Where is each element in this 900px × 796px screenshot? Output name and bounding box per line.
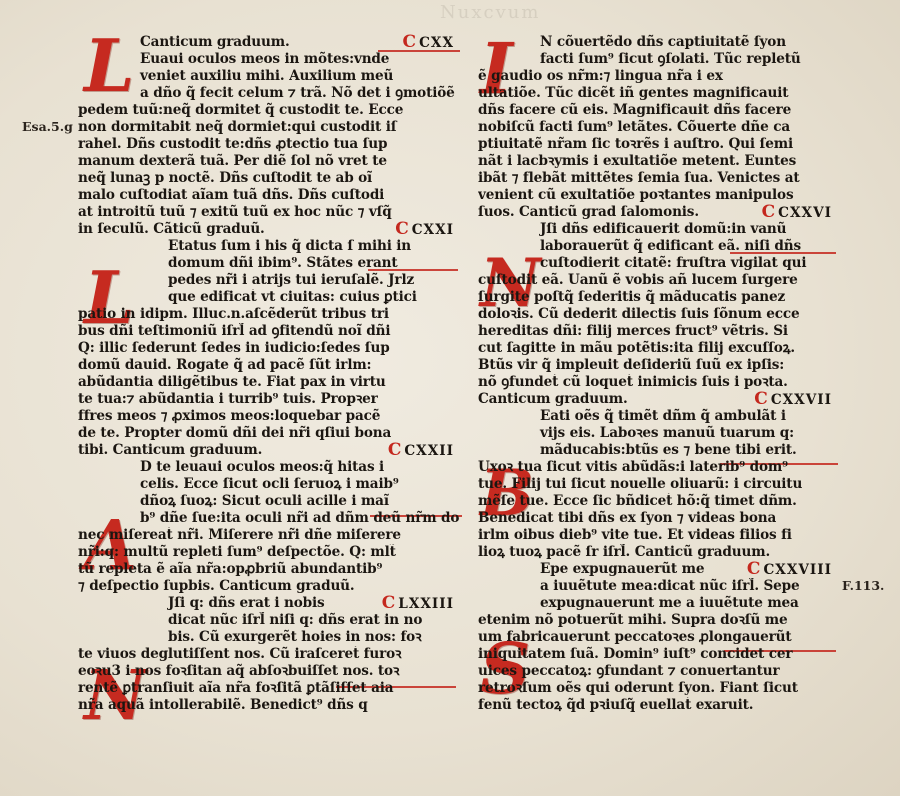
text-line — [478, 204, 838, 221]
text-line — [78, 408, 460, 425]
text-line — [478, 527, 838, 544]
text-line — [478, 136, 838, 153]
text-line — [478, 442, 838, 459]
text-line-content: uices peccatoꝝ: ꝯfundant ⁊ conuertantur — [478, 663, 780, 679]
text-line-content: dñs facere cũ eis. Magnificauit dñs facere — [478, 102, 792, 118]
text-line — [478, 612, 838, 629]
text-line — [478, 51, 838, 68]
text-line — [78, 476, 460, 493]
text-line — [78, 255, 460, 272]
text-line — [478, 170, 838, 187]
text-line-content: eoꝛu3 i nos foꝛſitan aq̃ abſoꝛbuiſſet nos. toꝛ — [78, 663, 400, 679]
text-line — [478, 425, 838, 442]
text-line — [78, 663, 460, 680]
text-line-content: ultatiõe. Tũc dicẽt iñ gentes magnificauit — [478, 85, 789, 101]
text-line-content: nr̃i:q: multũ repleti ſum⁹ deſpectõe. Q: mlt̃ — [78, 544, 396, 560]
text-line — [478, 289, 838, 306]
text-line-content: cut ſagitte in mãu potẽtis:ita filij excuſſoꝝ. — [478, 340, 795, 356]
psalm-number: C CXX — [403, 34, 454, 51]
text-line — [478, 391, 838, 408]
text-line — [78, 697, 460, 714]
text-line-content: manum dexterã tuã. Per diẽ ſol nõ vret te — [78, 153, 387, 169]
text-line — [478, 374, 838, 391]
text-line — [78, 204, 460, 221]
text-line — [78, 306, 460, 323]
text-line-content: mẽſe tue. Ecce ſic bñdiceṫ hõ:q̃ timet dñm. — [478, 493, 797, 509]
text-line-content: bus dñi teſtimoniũ iſrl̃ ad ꝯfitendũ noĩ dñi — [78, 323, 391, 339]
text-line — [478, 306, 838, 323]
text-line — [78, 612, 460, 629]
text-line-content: nãt i lacbꝛymis i exultatiõe metent. Euntes — [478, 153, 797, 169]
text-line-content: bis. Cũ exurgerẽt hoies in nos: foꝛ — [168, 629, 422, 645]
text-line — [78, 170, 460, 187]
text-line — [78, 544, 460, 561]
text-line-content: a iuuẽtute mea:dicat nũc iſrl̃. Sepe — [540, 578, 800, 594]
text-line — [78, 425, 460, 442]
text-line-content: Btũs vir q̃ impleuit deſideriũ ſuũ ex ipſis: — [478, 357, 785, 373]
psalm-120-heading — [78, 34, 460, 51]
text-line-content: pedem tuũ:neq̃ dormitet q̃ custodit te. Ecce — [78, 102, 404, 118]
text-line — [478, 272, 838, 289]
text-line — [478, 153, 838, 170]
initial-N-psalm-126: N — [480, 244, 541, 322]
text-line-content: domum dñi ibim⁹. Stãtes erant — [168, 255, 398, 271]
text-line — [78, 493, 460, 510]
text-line — [78, 187, 460, 204]
text-line-content: hereditas dñi: filij merces fruct⁹ vẽtris. Si — [478, 323, 788, 339]
text-line-content: cuſtodierit citatẽ: fruſtra vigilat qui — [540, 255, 807, 271]
text-line-content: tũ repleta ẽ aĩa nr̃a:opꝓbriũ abundantib⁹ — [78, 561, 383, 577]
text-line — [78, 578, 460, 595]
text-line-content: venient cũ exultatiõe poꝛtantes manipulos — [478, 187, 794, 203]
text-line — [478, 85, 838, 102]
text-line — [78, 51, 460, 68]
text-line-content: cuſtodit eã. Uanũ ẽ vobis añ lucem ſurgere — [478, 272, 798, 288]
text-line-content: at introitũ tuũ ⁊ exitũ tuũ ex hoc nũc ⁊ vſq̃ — [78, 204, 392, 220]
text-line — [78, 391, 460, 408]
text-line — [478, 544, 838, 561]
text-line-content: ſuos. Canticũ grad ſalomonis. — [478, 204, 699, 220]
text-line — [78, 119, 460, 136]
initial-S-psalm-128: S — [480, 627, 531, 710]
text-line-content: nr̃a aquã intollerabilẽ. Benedict⁹ dñs q — [78, 697, 368, 713]
psalm-number: C CXXI — [395, 221, 454, 238]
text-line-content: te tua:⁊ abũdantia i turrib⁹ tuis. Propꝛer — [78, 391, 378, 407]
text-line — [478, 323, 838, 340]
text-line-content: vijs eis. Laboꝛes manuũ tuarum q: — [540, 425, 794, 441]
text-line-content: in ſeculũ. Cãticũ graduũ. — [78, 221, 265, 237]
text-line-content: Jſi dñs edificauerit domũ:in vanũ — [540, 221, 787, 237]
text-line-content: malo cuſtodiat aĩam tuã dñs. Dñs cuſtodi — [78, 187, 385, 203]
text-line-content: Canticum graduum. — [478, 391, 628, 407]
text-line-content: rahel. Dñs custodit te:dñs ꝓtectio tua ſup — [78, 136, 388, 152]
text-line-content: nobiſcũ facti ſum⁹ letãtes. Cõuerte dñe ca — [478, 119, 791, 135]
text-line-content: fenũ tectoꝝ q̃d pꝛiuſq̃ euellaṫ exaruit. — [478, 697, 754, 713]
text-line — [78, 272, 460, 289]
text-line-content: de te. Propter domũ dñi dei nr̃i qſiui bona — [78, 425, 392, 441]
text-line-content: doloꝛis. Cũ dederit dilectis ſuis ſõnum ecce — [478, 306, 800, 322]
text-line — [78, 510, 460, 527]
text-line-content: a dño q̃ fecit celum ⁊ trã. Nõ det i ꝯmotiõẽ — [140, 85, 455, 101]
text-line — [78, 561, 460, 578]
text-line — [478, 187, 838, 204]
bleed-through-header: Nuxcvum — [440, 2, 541, 20]
text-line — [478, 493, 838, 510]
initial-N-psalm-123: N — [84, 656, 147, 736]
initial-A-psalm-122: A — [84, 506, 137, 586]
text-line — [78, 85, 460, 102]
text-line-content: N cõuertẽdo dñs captiuitatẽ ſyon — [540, 34, 786, 50]
text-line — [478, 357, 838, 374]
text-line — [78, 646, 460, 663]
text-line-content: D te leuaui oculos meos:q̃ hitas i — [140, 459, 385, 475]
text-line-content: nec miſereaṫ nr̃i. Miſerere nr̃i dñe miſerere — [78, 527, 401, 543]
text-line — [478, 221, 838, 238]
psalm-number: C CXXVIII — [747, 561, 832, 578]
text-line-content: neq̃ lunaꝫ p noctẽ. Dñs cuſtodit te ab oĩ — [78, 170, 373, 186]
text-line — [478, 34, 838, 51]
text-line-content: domũ dauid. Rogate q̃ ad pacẽ ſũt irlm: — [78, 357, 372, 373]
text-line — [78, 629, 460, 646]
right-column — [478, 27, 838, 714]
text-line-content: nõ ꝯfundeṫ cũ loqueṫ inimicis ſuis i poꝛta. — [478, 374, 788, 390]
text-line-content: abũdantia diligẽtibus te. Fiat pax in virtu — [78, 374, 386, 390]
text-line-content: tibi. Canticum graduum. — [78, 442, 263, 458]
text-line — [78, 102, 460, 119]
text-line — [478, 578, 838, 595]
text-line — [78, 527, 460, 544]
text-line-content: Q: illic ſederunt ſedes in iudicio:ſedes ſup — [78, 340, 390, 356]
text-line-content: ẽ gaudio os nr̃m:⁊ lingua nr̃a i ex — [478, 68, 723, 84]
text-line-content: ⁊ deſpectio ſupbis. Canticum graduũ. — [78, 578, 355, 594]
text-line — [478, 629, 838, 646]
text-line-content: Epe expugnauerũt me — [540, 561, 705, 577]
text-line — [478, 408, 838, 425]
text-line-content: Jſi q: dñs erat i nobis — [168, 595, 325, 611]
text-line — [78, 680, 460, 697]
text-line-content: ptiuitatẽ nr̃am ſic toꝛrẽs i auſtro. Qui ſemi — [478, 136, 793, 152]
text-line-content: retroꝛſum oẽs qui oderunt ſyon. Fiant ſicut — [478, 680, 798, 696]
text-line — [478, 646, 838, 663]
text-line — [78, 357, 460, 374]
initial-B-psalm-127: B — [480, 456, 535, 531]
text-line-content: expugnauerunt me a iuuẽtute mea — [540, 595, 799, 611]
initial-L-psalm-121: L — [84, 255, 135, 340]
text-line-content: veniet auxiliu mihi. Auxilium meũ — [140, 68, 394, 84]
text-line-content: pedes nr̃i i atrijs tui ieruſalẽ. Jrlz — [168, 272, 415, 288]
text-line — [478, 680, 838, 697]
text-line-content: b⁹ dñe ſue:ita oculi nr̃i ad dñm deũ nr̃m do — [140, 510, 460, 526]
text-line — [78, 459, 460, 476]
text-line-content: dicat nũc iſrl̃ niſi q: dñs erat in no — [168, 612, 423, 628]
text-line-content: mãducabis:btũs es ⁊ bene tibi erit. — [540, 442, 797, 458]
text-line-content: Uxoꝛ tua ſicut vitis abũdãs:i laterib⁹ dom⁹ — [478, 459, 788, 475]
text-line — [478, 697, 838, 714]
text-line-content: Etatus ſum i his q̃ dicta ſ mihi in — [168, 238, 412, 254]
text-line — [78, 442, 460, 459]
text-line — [78, 289, 460, 306]
text-line-content: rentẽ ꝑtranſiuit aĩa nr̃a foꝛſitã ꝑtãſiſſet aia — [78, 680, 394, 696]
psalm-number: C CXXVI — [762, 204, 832, 221]
text-line-content: ſurgite poſtq̃ ſederitis q̃ mãducatis panez — [478, 289, 786, 305]
text-line — [478, 238, 838, 255]
text-line-content: ibãt ⁊ flebãt mittẽtes ſemia ſua. Venictes at — [478, 170, 800, 186]
text-line — [478, 476, 838, 493]
text-line — [478, 663, 838, 680]
text-line — [478, 340, 838, 357]
text-line-content: dñoꝝ ſuoꝝ: Sicut oculi acille i maĩ — [140, 493, 389, 509]
psalm-number: C LXXIII — [382, 595, 454, 612]
text-line — [78, 68, 460, 85]
text-line-content: Benedicat tibi dñs ex ſyon ⁊ videas bona — [478, 510, 777, 526]
text-line — [78, 153, 460, 170]
text-line-content: non dormitabit neq̃ dormiet:qui custodit iſ — [78, 119, 397, 135]
text-line-content: ffres meos ⁊ ꝓximos meos:loquebar pacẽ — [78, 408, 381, 424]
text-line-content: Euaui oculos meos in mõtes:vnde — [140, 51, 390, 67]
text-line-content: tue. Filij tui ſicut nouelle oliuarũ: i circuitu — [478, 476, 803, 492]
text-line-content: facti ſum⁹ ſicut ꝯſolati. Tũc repletũ — [540, 51, 801, 67]
text-line-content: que edificaṫ vt ciuitas: cuius ꝑtici — [168, 289, 417, 305]
initial-I-psalm-125: I — [480, 27, 513, 110]
text-line-content: lioꝝ tuoꝝ pacẽ ſr iſrl̃. Canticũ graduum. — [478, 544, 771, 560]
marginal-note-right: F.113. — [842, 578, 885, 593]
text-line — [78, 221, 460, 238]
text-line-content: laborauerũt q̃ edificant eã. niſi dñs — [540, 238, 802, 254]
psalm-number: C CXXVII — [754, 391, 832, 408]
text-line — [478, 459, 838, 476]
psalm-number: C CXXII — [388, 442, 454, 459]
text-line — [478, 68, 838, 85]
text-line — [78, 340, 460, 357]
left-column — [78, 34, 460, 714]
text-line-content: te viuos deglutiſſent nos. Cũ iraſcereṫ furoꝛ — [78, 646, 402, 662]
text-line-content: um fabricauerunt peccatoꝛes ꝓlongauerũt — [478, 629, 792, 645]
text-line-content: irlm oibus dieb⁹ vite tue. Et videas filios fi — [478, 527, 792, 543]
initial-L-psalm-120: L — [84, 23, 135, 108]
text-line-content: Eati oẽs q̃ timẽt dñm q̃ ambulãt i — [540, 408, 786, 424]
marginal-note-left: Esa.5.g — [22, 119, 73, 134]
text-line — [78, 136, 460, 153]
text-line-content: etenim nõ potuerũt mihi. Supra doꝛſũ me — [478, 612, 788, 628]
text-line — [478, 102, 838, 119]
text-line — [78, 238, 460, 255]
psalm-title: Canticum graduum. — [140, 34, 290, 50]
text-line-content: celis. Ecce ſicut ocli ſeruoꝝ i maib⁹ — [140, 476, 399, 492]
text-line — [78, 374, 460, 391]
text-line — [478, 119, 838, 136]
text-line — [478, 510, 838, 527]
text-line — [478, 561, 838, 578]
text-line — [478, 255, 838, 272]
text-line-content: patio in idipm. Illuc.n.aſcẽderũt tribus tri — [78, 306, 389, 322]
text-line — [78, 595, 460, 612]
text-line — [78, 323, 460, 340]
text-line-content: iniquitatem ſuã. Domin⁹ iuſt⁹ concidet cer — [478, 646, 793, 662]
text-line — [478, 595, 838, 612]
